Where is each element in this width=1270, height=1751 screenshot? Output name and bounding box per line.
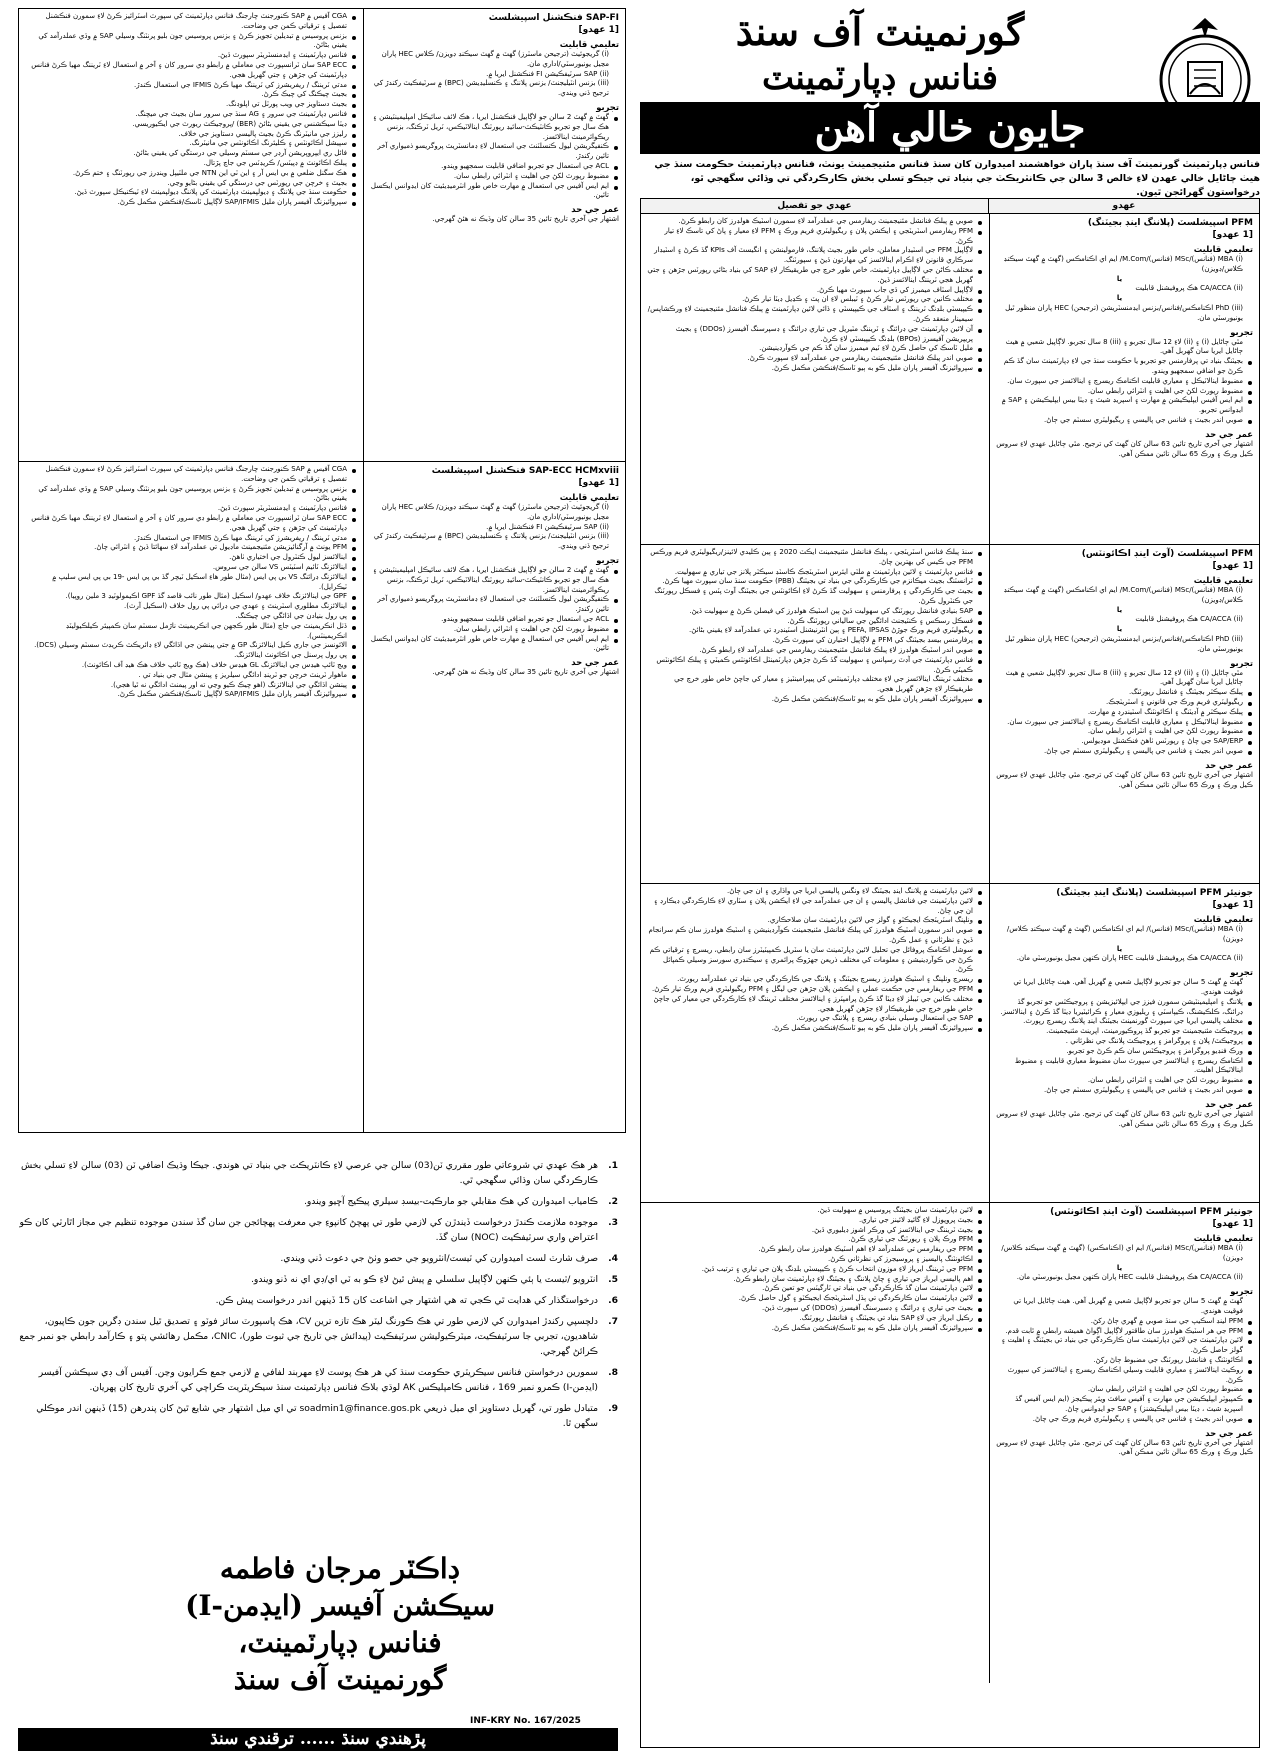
experience-item: پروجيڪٽ/ پلان ۽ پروگرامز ۽ پروجيڪٽ پلاننگ جي نظرثاني . [996, 1037, 1253, 1047]
vacancy-banner: جايون خالي آهن [640, 102, 1260, 154]
sap-duty-item: ڏٺل انڪريمينٽ جي جاچ (مثال طور ڪجهن جي انڪريمينٽ ناڙمل سسٽم سان ڪمپيئر ڪيلڪيوليٽڊ انڪريمينٽس). [25, 622, 357, 642]
sap-education-heading: تعليمي قابليت [559, 492, 619, 502]
education-item: (i) MBA (فنانس)/MSc (فنانس)/M.Com/ ايم اي اڪنامڪس (گهٽ ۾ گهٽ سيڪنڊ ڪلاس/ڊويزن) [1003, 255, 1243, 273]
education-item: (ii) CA/ACCA هڪ پروفيشنل قابليت HEC پاران ڪنهن مڃيل يونيورسٽي مان. [1016, 954, 1243, 963]
duty-item: ريگيوليٽري فريم ورڪ جوڙڻ PEFA, IPSAS ۽ ٻين انٽرنيشنل اسٽينڊرڊ تي عملدرآمد لاءِ يقيني بڻائڻ. [647, 626, 983, 636]
sap-duty-item: بجيٽ چيڪنگ کي چيڪ ڪرڻ. [25, 90, 357, 100]
duty-item: رڪيل ايرياز جي لاءِ SAP بنياد تي بجيٽنگ ۽ فنانشل رپورٽنگ. [647, 1314, 983, 1324]
post-title: جونيئر PFM اسپيشلسٽ (پلاننگ اينڊ بجيٽنگ) [1056, 888, 1253, 898]
experience-item: مختلف پاليسي ايريا جي سپورٽ گورنمينٽ بجيٽنگ اينڊ پلاننگ ريسرچ رپورٽ. [996, 1017, 1253, 1027]
duty-item: اڪائونٽنگ پاليسيز ۽ پروسيجرز کي نظرثاني ڪرڻ. [647, 1255, 983, 1265]
note-item [18, 1194, 618, 1209]
duty-item: بجيٽ جي ڪارڪردگي ۽ پرفارمنس ۽ سهوليت گڏ ڪرڻ لاءِ اڪائونٽس جي بجيٽنگ آوٽ پٽس ۽ فسڪل رپورٽنگ جي ڪنٽرول ڪرڻ. [647, 587, 983, 607]
table-row [641, 884, 1259, 1203]
duty-item: پرفارمنس بيسڊ بجيٽنگ کي PFM ۾ لاڳاپيل اختيارن کي سپورٽ ڪرڻ. [647, 636, 983, 646]
duty-item: سپروائيزنگ آفيسر پاران مليل ڪو به ٻيو ٽاسڪ/فنڪشن مڪمل ڪرڻ. [647, 1024, 983, 1034]
sap-education-item: (iii) بزنس انٽيليجنٽ/ بزنس پلاننگ ۽ ڪنسليڊيشن (BPC) ۾ سرٽيفڪيٽ رکندڙ کي ترجيح ڏني ويندي. [373, 532, 609, 551]
sap-experience-item: مضبوط رپورٽ لکڻ جي اهليت ۽ انٽرائي رابطي سان. [370, 625, 619, 635]
note-item [18, 1314, 618, 1359]
experience-item: ريگيوليٽري فريم ورڪ جي قانوني ۽ اسٽريٽجڪ. [996, 698, 1253, 708]
sap-duty-item: SAP ECC سان ٽرانسپورٽ جي معاملي ۾ رابطو ڊي سرور کان ۽ آخر ۾ استعمال لاءِ ٽريننگ مهيا ڪرڻ فنانس ڊپارٽمينٽ کي جڙهن ۽ جتي گهربل هجي. [25, 61, 357, 81]
sap-duty-item: CGA آفيس ۾ SAP ڪنورجنٽ چارجنگ فنانس ڊپارٽمينٽ کي سپورٽ اسٽرائيز ڪرڻ لاءِ سمورن فنڪشنل تفصيل ۽ ترقياتي ڪمن جي وضاحت. [25, 465, 357, 485]
experience-item: PFM جي هر اسٽيڪ هولڊرز سان طاقتور لاڳاپيل اڳواڻ هميشه رابطي ۾ ٿابت قدم. [996, 1327, 1253, 1337]
experience-item: بجيٽنگ بنياد تي پرفارمنس جو تجربو يا حڪومت سنڌ جي لاءِ ڊپارٽمينٽ سان گڏ ڪم ڪرڻ جو اضافي سمجهيو ويندو. [996, 357, 1253, 377]
experience-item: گهٽ ۾ گهٽ 5 سالن جو تجربو لاڳاپيل شعبي ۾ گهربل آهي. هيٺ ڄاڻايل ايريا تي فوقيت هوندي. [1013, 1297, 1243, 1315]
sap-post-title: SAP-ECC HCMxviii فنڪشنل اسپيشلسٽ [431, 466, 619, 476]
duties-list [647, 217, 983, 374]
sap-age-limit-text: اشتهار جي آخري تاريخ تائين 35 سالن کان وڌيڪ نه هئڻ گهرجي. [432, 668, 619, 677]
experience-heading: تجربو [1230, 1286, 1253, 1297]
post-count: [1 عهدو] [1212, 230, 1253, 240]
duty-item: SAP بنيادي فنانشل رپورٽنگ کي سهوليت ڏيڻ ٻين اسٽيڪ هولڊرز کي فيصلن ڪرڻ ۾ سهوليت ڏيڻ. [647, 607, 983, 617]
note-text: هر هڪ عهدي تي شروعاتي طور مقرري ٽن(03) سالن جي عرصي لاءِ ڪانٽريڪٽ جي بنياد تي هوندي. جيڪا وڌيڪ اضافي ٽن (03) سالن لاءِ تسلي بخش ڪارڪردگي سان وڌائي سگهجي ٿي. [21, 1160, 598, 1186]
education-item: (ii) CA/ACCA هڪ پروفيشنل قابليت [1135, 284, 1243, 293]
table-header [641, 199, 1259, 214]
education-item: (i) MBA (فنانس)/MSc (فنانس)/M.Com/ ايم اي اڪنامڪس (گهٽ ۾ گهٽ سيڪنڊ ڪلاس/ڊويزن) [1003, 586, 1243, 604]
sap-post-count: [1 عهدو] [578, 478, 619, 488]
sap-duty-item: PFM يونٽ ۾ آرگنائيزيشن مئنيجمينٽ ماڊيول تي عملدرآمد لاءِ سهائتا ڏيڻ ۽ انٽرائي چاڻ. [25, 543, 357, 553]
department-title: فنانس ڊپارٽمينٽ [762, 58, 998, 98]
sap-age-limit-text: اشتهار جي آخري تاريخ تائين 35 سالن کان وڌيڪ نه هئڻ گهرجي. [432, 215, 619, 224]
experience-item: صوبي اندر بجيٽ ۽ فنانس جي پاليسي ۽ ريگيوليٽري فريم ورڪ جي چاڻ. [996, 1415, 1253, 1425]
sap-duty-item: حڪومت سنڌ جي پلاننگ ۽ ڊيولپمينٽ ڊپارٽمينٽ کي پلاننگ ڊيولپمينٽ لاءِ ٽيڪنيڪل سپورٽ ڏيڻ. [25, 188, 357, 198]
sap-duty-item: اينالائزنگ ڊرائنگ VS بي پي ايس (مثال طور هاءِ اسڪيل ٽيچر گڏ بي پي ايس -19 بي پي ايس سليپ ۾ ٽيڪرايل). [25, 573, 357, 593]
experience-item: اڪنامڪ ريسرچ ۽ اينالائسز جي سپورٽ سان مضبوط معياري قابليت ۽ مضبوط اينالاٽيڪل اهليت. [996, 1057, 1253, 1077]
sap-duty-item: مدتي ٽريننگ / ريفريشرز کي ٽريننگ مهيا ڪرڻ IFMIS جي استعمال ڪندڙ. [25, 534, 357, 544]
education-item: (ii) CA/ACCA هڪ پروفيشنل قابليت HEC پاران ڪنهن مڃيل يونيورسٽي مان. [1016, 1273, 1243, 1282]
sap-duties-list [25, 12, 357, 208]
note-number: 8. [608, 1367, 618, 1378]
experience-item: پروجيڪٽ مئنيجمينٽ جو تجربو گڏ پروڪيورمينٽ، اپرينٽ مئنيجمينٽ. [996, 1027, 1253, 1037]
duties-cell [641, 214, 989, 544]
duty-item: لائين ڊپارٽمينٽ سان گڏ ڪارڪردگي جي بنياد تي ٽارگيٽس جو تعين ڪرڻ. [647, 1284, 983, 1294]
duty-item: ريسرچ ونلپنگ ۽ اسٽيڪ هولڊرز ريسرچ بجيٽنگ ۽ پلاننگ جي ڪارڪردگي جي بنياد تي عملدرآمد ريورٽ. [647, 975, 983, 985]
post-count: [1 عهدو] [1212, 900, 1253, 910]
duty-item: سنڌ پبلڪ فنانس اسٽريٽجي ، پبلڪ فنانشل مئنيجمينٽ ايڪٽ 2020 ۽ ٻين ڪليدي لائينز/ريگيوليٽري فريم ورڪس PFM جي ڪيس کي بهترين چاڻ. [647, 548, 983, 568]
duty-item: سوشل اڪنامڪ پروفائل جي تحليل لائين ڊپارٽمينٽ سان يا سٽريل ڪمپيٽيٽرز سان رابطي، ريسرچ ۽ ترقياتي ڪم ڪرڻ جي ڪوآرڊينيشن ۽ معلومات کي مختلف ذريعن جهڙوڪ پرائمري ۽ سيڪنڊري سورسز وسيلي ڪمپائل ڪرڻ. [647, 946, 983, 975]
experience-item: مضبوط رپورٽ لکڻ جي اهليت ۽ انٽرائي رابطي سان. [996, 1385, 1253, 1395]
education-item: (iii) PhD اڪنامڪس/فنانس/بزنس ايڊمنسٽريشن (ترجيحن) HEC پاران منظور ٿيل يونيورسٽي مان. [1005, 634, 1243, 653]
sap-experience-item: گهٽ ۾ گهٽ 2 سالن جو لاڳاپيل فنڪشنل ايريا ، هڪ لائف سائيڪل امپليمينٽيشن ۽ هڪ سال جو تجربو ڪانٽيڪٽ-سائيڊ ريورٽنگ اينالاٽيڪس، ٽريل ٽرڪنگ، بزنس ريڪوائرمينٽ اينالائسز. [370, 566, 619, 595]
sap-experience-item: مضبوط رپورٽ لکڻ جي اهليت ۽ انٽرائي رابطي سان. [370, 172, 619, 182]
age-limit-heading: عمر جي حد [1205, 1427, 1253, 1438]
post-cell [989, 1203, 1259, 1683]
duty-item: ونلپنگ اسٽريٽجڪ ايجيڪٽو ۽ گولز جي لائين ڊپارٽمينٽ سان صلاحڪاري. [647, 916, 983, 926]
duties-list [647, 1206, 983, 1333]
sap-duty-item: اينالائسز ليول ڪنٽرول جي اختياري ٺاهڻ. [25, 553, 357, 563]
duties-cell [641, 1203, 989, 1683]
duty-item: لائين ڊپارٽمينٽ ۾ پلاننگ اينڊ بجيٽنگ لاءِ ونگس پاليسي ايريا جي واڌاري ۽ ان جي ڄاڻ. [647, 887, 983, 897]
sap-duty-item: سپيشل اڪائونٽس ۽ ڪليئرنگ اڪائونٽس جي مانيٽرنگ. [25, 139, 357, 149]
note-item [18, 1251, 618, 1266]
sap-duty-item: بزنس پروسيس ۾ تبديلين تجويز ڪرڻ ۽ بزنس پروسيس جون بليو پرنٽنگ وسيلي SAP ۾ وڌي عملدرآمد کي يقيني بڻائڻ. [25, 485, 357, 505]
sap-duty-item: بجيٽ ۽ خرچن جي رپورٽس جي درستگي کي يقيني بڻايو وڃي. [25, 179, 357, 189]
sap-vacancy-table [18, 8, 626, 1133]
education-list [996, 1244, 1253, 1283]
duty-item: PFM ورڪ پلان ۽ ريورٽنگ جي تياري ڪرڻ. [647, 1235, 983, 1245]
sap-duty-item: الائونسز جي جاري ڪيل اينالائزنگ GP ۾ جتي پينشن جي اڌائگي لاءِ ڊائريڪٽ ڪريڊٽ سسٽم وسيلي (DCS). [25, 641, 357, 651]
education-heading: تعليمي قابليت [1193, 914, 1253, 924]
experience-item: ايم ايس آفيس ايپليڪيشن ۾ مهارت ۽ اسپريڊ شيٽ ۽ ڊيٽا بيس ايپليڪيشن ۽ SAP ۾ ايڊوانس تجربو. [996, 396, 1253, 416]
sap-experience-item: ڪنفيگريشن ليول ڪنسلٽنٽ جي استعمال لاءِ ڊمانسٽريٽ پروگريسو ذميواري آخر تائين رکندڙ. [370, 595, 619, 615]
education-item: (ii) CA/ACCA هڪ پروفيشنل قابليت [1135, 615, 1243, 624]
duty-item: لائين ڊپارٽمينٽ سان ڪارڪردگي تي ٻڌل اسٽريٽجڪ ايجيڪٽو ۽ گول حاصل ڪرڻ. [647, 1294, 983, 1304]
sap-duty-item: سپروائيزنگ آفيسر پاران مليل SAP/IFMIS لاڳاپيل ٽاسڪ/فنڪشن مڪمل ڪرڻ. [25, 198, 357, 208]
sap-experience-item: ڪنفيگريشن ليول ڪنسلٽنٽ جي استعمال لاءِ ڊمانسٽريٽ پروگريسو ذميواري آخر تائين رکندڙ. [370, 142, 619, 162]
table-row [641, 214, 1259, 545]
sap-age-limit-heading: عمر جي حد [571, 204, 619, 215]
sap-duty-item: GPF جي اينالائزنگ خلاف عهدو/ اسڪيل (مثال طور نائب قاصد گڏ GPF اڪيمولوٽيڊ 3 ملين روپيا). [25, 592, 357, 602]
notes-list [18, 1158, 618, 1437]
duty-item: بجيٽ جي تياري ۽ ڊرائنگ ۽ ڊسبرسنگ آفيسرز (DDOs) کي سپورٽ ڏيڻ. [647, 1304, 983, 1314]
post-count: [1 عهدو] [1212, 1219, 1253, 1229]
sap-duty-item: سپروائيزنگ آفيسر پاران مليل SAP/IFMIS لاڳاپيل ٽاسڪ/فنڪشن مڪمل ڪرڻ. [25, 690, 357, 700]
duty-item: SAP جي استعمال وسيلي بنيادي ريسرچ ۽ پلاننگ جي رپورٽ. [647, 1014, 983, 1024]
note-item [18, 1293, 618, 1308]
note-number: 2. [608, 1196, 618, 1207]
sap-experience-item: گهٽ ۾ گهٽ 2 سالن جو لاڳاپيل فنڪشنل ايريا ، هڪ لائف سائيڪل امپليمينٽيشن ۽ هڪ سال جو تجربو ڪانٽيڪٽ-سائيڊ ريورٽنگ اينالاٽيڪس، ٽريل ٽرڪنگ، بزنس ريڪوائرمينٽ اينالائسز. [370, 113, 619, 142]
duty-item: لائين ڊپارٽمينٽ سان بجيٽنگ پروسيس ۾ سهوليت ڏيڻ. [647, 1206, 983, 1216]
sap-duty-item: هڪ سگنل ضلعي ۾ بي ايس آر ۽ اين ٽي اين NTN جي ملٽيپل وينڊرز جي رپورٽنگ ۽ ختم ڪرڻ. [25, 169, 357, 179]
duty-item: PFM جي ريفارمس تي عملدرآمد لاءِ اهم اسٽيڪ هولڊرز سان رابطو ڪرڻ. [647, 1245, 983, 1255]
age-limit-heading: عمر جي حد [1205, 1098, 1253, 1109]
signatory-name: ڊاڪٽر مرجان فاطمه [219, 1552, 461, 1585]
sap-duty-item: رليزز جي مانيٽرنگ ڪرڻ بجيٽ پاليسي دستاويز جي خلاف. [25, 130, 357, 140]
duty-item: فنانس ڊپارٽمينٽ جي آڊٽ رسپانس ۽ سهوليت گڏ ڪرڻ جڙهن ڊپارٽمينٽل اڪائونٽس ڪميٽي ۽ پبلڪ اڪائونٽس ڪميٽي ڪرڻ. [647, 656, 983, 676]
intro-paragraph: فنانس ڊپارٽمينٽ گورنمينٽ آف سنڌ پاران خواهشمند اميدوارن کان سنڌ فنانس مئنيجمينٽ يونٽ، فنانس ڊپارٽمينٽ حڪومت سنڌ جي هيٺ ڄاڻايل خالي عهدن لاءِ خالص 3 سالن جي ڪانٽريڪٽ جي بنياد تي جيڪو تسلي بخش ڪارڪردگي تي وڌائي سگهجي ٿو، درخواستون گهرائجن ٿيون. [654, 159, 1260, 198]
duty-item: ڪيپيسٽي بلڊنگ ٽريننگ ۽ اسٽاف جي ڪيپيسٽي ۽ ڏائي لائين ڊپارٽمينٽ ۾ پبلڪ فنانشل مئنيجمينٽ لاءِ ورڪشاپس/سيمينار منعقد ڪرڻ. [647, 305, 983, 325]
duty-item: اهم پاليسي ايرياز جي تياري ۽ چاڻ پلاننگ ۽ بجيٽنگ لاءِ ڊپارٽمينٽ سان رابطو ڪرڻ. [647, 1275, 983, 1285]
experience-item: گهٽ ۾ گهٽ 5 سالن جو تجربو لاڳاپيل شعبي ۾ گهربل آهي. هيٺ ڄاڻايل ايريا تي فوقيت هوندي. [1013, 978, 1243, 996]
age-limit-text: اشتهار جي آخري تاريخ تائين 63 سالن کان گهٽ کي ترجيح. مٿي ڄاڻايل عهدي لاءِ سروس ڪيل ورڪ ۽ ورڪ 65 سالن تائين ممڪن آهي. [996, 770, 1253, 789]
column-header-post: عهدو [988, 199, 1259, 213]
experience-list [996, 978, 1253, 1096]
duty-item: بجيٽ ٽريننگ جي اينالائسز کي ورڪر اشوز ڊيليوري ڏيڻ. [647, 1226, 983, 1236]
note-text: درخواستگذار کي هدايت ٿي ڪجي ته هي اشتهار جي اشاعت کان 15 ڏينهن اندر درخواست پيش ڪن. [215, 1295, 598, 1306]
experience-item: مضبوط اينالاٽيڪل ۽ معياري قابليت اڪنامڪ ريسرچ ۽ اينالائسز جي سپورٽ سان. [996, 718, 1253, 728]
duty-item: مختلف ڪاڻن جي لاڳاپيل ڊپارٽمينٽ، خاص طور خرچ جي طريقيڪار لاءِ SAP کي بنياد بڻائي رپورٽس جڙهن ۽ جتي گهربل هجي ٽريننگ اينالائسز ڏيڻ. [647, 266, 983, 286]
sap-duty-item: پي رول بنيادن جي اڌائگي جي چيڪنگ. [25, 612, 357, 622]
education-heading: تعليمي قابليت [1193, 575, 1253, 585]
sap-education-item: (iii) بزنس انٽيليجنٽ/ بزنس پلاننگ ۽ ڪنسليڊيشن (BPC) ۾ سرٽيفڪيٽ رکندڙ کي ترجيح ڏني ويندي. [373, 79, 609, 98]
age-limit-text: اشتهار جي آخري تاريخ تائين 63 سالن کان گهٽ کي ترجيح. مٿي ڄاڻايل عهدي لاءِ سروس ڪيل ورڪ ۽ ورڪ 65 سالن تائين ممڪن آهي. [996, 439, 1253, 458]
education-item: يا [1116, 1263, 1123, 1272]
sap-education-list [370, 503, 619, 552]
age-limit-heading: عمر جي حد [1205, 759, 1253, 770]
note-number: 1. [608, 1160, 618, 1171]
note-number: 6. [608, 1295, 618, 1306]
age-limit-text: اشتهار جي آخري تاريخ تائين 63 سالن کان گهٽ کي ترجيح. مٿي ڄاڻايل عهدي لاءِ سروس ڪيل ورڪ ۽ ورڪ 65 سالن تائين ممڪن آهي. [996, 1438, 1253, 1457]
sap-experience-heading: تجربو [596, 101, 619, 112]
note-number: 9. [608, 1403, 618, 1414]
experience-item: صوبي اندر بجيٽ ۽ فنانس جي پاليسي ۽ ريگيوليٽري سسٽم جي ڄاڻ. [996, 416, 1253, 426]
sap-duty-item: بزنس پروسيس ۾ تبديلين تجويز ڪرڻ ۽ بزنس پروسيس جون بليو پرنٽنگ وسيلي SAP ۾ وڌي عملدرآمد کي يقيني بڻائڻ. [25, 32, 357, 52]
experience-list [996, 669, 1253, 757]
duty-item: سپروائيزنگ آفيسر پاران مليل ڪو به ٻيو ٽاسڪ/فنڪشن مڪمل ڪرڻ. [647, 364, 983, 374]
experience-item: مٿي ڄاڻايل (i) ۽ (ii) لاءِ 12 سال تجربو ۽ (iii) 8 سال تجربو. لاڳاپيل شعبي ۾ هيٺ ڄاڻايل ايريا سان گهربل آهي. [1005, 668, 1243, 687]
sap-duty-item: ماهوار ٽرينٽ خرچن جو ٽرينڊ ادائگي سيلريز ۽ پينشن مثال جي بنياد تي . [25, 671, 357, 681]
experience-list [996, 1297, 1253, 1424]
note-text: دلچسپي رکندڙ اميدوارن کي لازمي طور تي هڪ ڪورنگ ليٽر هڪ تازه ترين CV، هڪ پاسپورٽ سائز فوٽو ۽ تصديق ٿيل سندن ڊگرين جون ڪاپيون، شاهديون، تجربي جا سرٽيفڪيٽ، ميٽرڪيوليشن سرٽيفڪيٽ (پيدائش جي تاريخ جي ثبوت طور)، CNIC، مڪمل رهائشي پتو ۽ ڪارآمد رابطي جو نمبر جمع ڪرائڻ گهرجي. [19, 1316, 598, 1357]
table-row [641, 545, 1259, 884]
sap-duty-item: پينشن اڌائگي جي اينالائزنگ (اهو چيڪ ڪيو وڃي ته اور پيمنٽ ادائگي نه ٿيا هجي). [25, 681, 357, 691]
sap-duty-item: فنانس ڊپارٽمينٽ ۽ ايڊمنسٽريٽر سپورٽ ڏيڻ. [25, 51, 357, 61]
experience-item: SAP/ERP جي چاڻ ۽ رپورٽس ٺاهڻ فنڪشنل موڊيولس. [996, 737, 1253, 747]
sap-duty-item: اينالائزنگ مطلوري اسٽرينٿ ۽ عهدي جي ڊرائي پي رول خلاف (اسڪيل آرٽ). [25, 602, 357, 612]
education-list [996, 255, 1253, 324]
experience-item: اڪائونٽنگ ۽ فنانشل رپورٽنگ جي مضبوط ڄاڻ رکڻ. [996, 1356, 1253, 1366]
duty-item: صوبي اندر سمورن اسٽيڪ هولڊرز کي پبلڪ فنانشل مئنيجمينٽ ڪوآرڊينيشن ۽ اسٽيڪ هولڊرز سان ڪم سرانجام ڏيڻ ۽ نظرثاني ۽ عمل ڪرڻ. [647, 926, 983, 946]
sap-education-list [370, 50, 619, 99]
sap-education-item: (i) گريجوئيٽ (ترجيحن ماسٽرز) گهٽ ۾ گهٽ سيڪنڊ ڊويزن/ ڪلاس HEC پاران مڃيل يونيورسٽي/اداري مان. [381, 503, 609, 521]
sap-duty-item: اينالائزنگ ٽائيم اسٽيٽس VS سالن جي سروس. [25, 563, 357, 573]
note-item [18, 1365, 618, 1395]
experience-item: مضبوط رپورٽ لکڻ جي اهليت ۽ انٽرائي رابطي سان. [996, 727, 1253, 737]
government-title: گورنمينٽ آف سنڌ [735, 9, 1025, 54]
education-heading: تعليمي قابليت [1193, 1233, 1253, 1243]
vacancy-table [640, 198, 1260, 1748]
experience-item: مضبوط اينالاٽيڪل ۽ معياري قابليت اڪنامڪ ريسرچ ۽ اينالائسز جي سپورٽ سان. [996, 377, 1253, 387]
sap-education-heading: تعليمي قابليت [559, 39, 619, 49]
table-row [641, 1203, 1259, 1683]
sap-duty-item: پي رول پرسنل جي اڪائونٽ اينالائزنگ. [25, 651, 357, 661]
duty-item: فسڪل رسڪس ۽ ڪنٽيجنٽ ادائگين جي سالياني رپورٽنگ ڪرڻ. [647, 617, 983, 627]
experience-item: PFM لينڊ اسڪيپ جي سنڌ صوبي ۾ گهري ڄاڻ رکڻ. [996, 1317, 1253, 1327]
sap-post-title: SAP-FI فنڪشنل اسپيشلسٽ [488, 13, 619, 23]
signatory-department: فنانس ڊپارٽمينٽ، [238, 1626, 442, 1659]
education-item: يا [1116, 605, 1123, 614]
duties-list [647, 548, 983, 705]
duty-item: صوبي اندر پبلڪ فنانشل مئنيجمينٽ ريفارمس جي عملدرآمد لاءِ سپورٽ ڪرڻ. [647, 354, 983, 364]
note-number: 3. [608, 1217, 618, 1228]
duty-item: آن لائين ڊپارٽمينٽ جي ڊرائنگ ۽ ٽريننگ مٽيريل جي تياري ڊرائنگ ۽ ڊسپرسنگ آفيسرز (DDOs) ۽ بجيٽ پريپريشن آفيسرز (BPOs) بلڊنگ ڪيپيسٽي لاءِ ڪرڻ. [647, 325, 983, 345]
experience-item: مضبوط رپورٽ لکڻ جي اهليت ۽ انٽرائي رابطي سان. [996, 387, 1253, 397]
duty-item: فنانس ڊپارٽمينٽ ۽ لائين ڊپارٽمينٽ ۾ ملٽي ايئرس اسٽريٽجڪ ڪاسٽڊ سيڪٽر پلانز جي تياري ۾ سهوليت. [647, 568, 983, 578]
duty-item: صوبي اندر اسٽيڪ هولڊرز لاءِ پبلڪ فنانشل مئنيجمينٽ ريفارمس جي عملدرآمد لاءِ رابطو ڪرڻ. [647, 646, 983, 656]
duties-cell [641, 545, 989, 883]
sap-table-row [19, 9, 625, 462]
experience-heading: تجربو [1230, 326, 1253, 337]
duty-item: بجيٽ پروپوزل لاءِ گائيڊ لائينز جي تياري. [647, 1216, 983, 1226]
sap-education-item: (ii) SAP سرٽيفڪيشن FI فنڪشنل ايريا ۾. [486, 69, 609, 78]
duty-item: لاڳاپيل اسٽاف ميمبرز کي ڏي جاب سپورٽ مهيا ڪرڻ. [647, 286, 983, 296]
sap-education-item: (ii) SAP سرٽيفڪيشن FI فنڪشنل ايريا ۾. [486, 522, 609, 531]
duty-item: PFM جي ريفارمس جي حڪمت عملي ۽ ايڪشن پلان جڙهن جي ليگل ۽ PFM ريگيوليٽري فريم ورڪ تيار ڪرڻ. [647, 985, 983, 995]
education-item: يا [1116, 944, 1123, 953]
post-title: PFM اسپيشلسٽ (آوٽ اينڊ اڪائونٽس) [1081, 549, 1253, 559]
sap-age-limit-heading: عمر جي حد [571, 657, 619, 668]
duty-item: ٽرانسٽنگ بجيٽ ميڪانزم جي ڪارڪردگي جي بنياد تي بجيٽنگ (PBB) حڪومت سنڌ سان سپورٽ مهيا ڪرڻ. [647, 577, 983, 587]
duty-item: سپروائيزنگ آفيسر پاران مليل ڪو به ٻيو ٽاسڪ/فنڪشن مڪمل ڪرڻ. [647, 695, 983, 705]
experience-item: صوبي اندر بجيٽ ۽ فنانس جي پاليسي ۽ ريگيوليٽري سسٽم جي ڄاڻ. [996, 747, 1253, 757]
duty-item: مليل ٽاسڪ کي حاصل ڪرڻ لاءِ ٽيم ميمبرز سان گڏ ڪم جي ڪوآرڊينيشن. [647, 344, 983, 354]
sap-post-cell [363, 9, 625, 461]
duty-item: لائين ڊپارٽمينٽ جي فنانشل پاليسي ۽ ان جي عملدرآمد جي لاءِ ايڪشن پلان ۽ سٽاري لاءِ ڪارڪردگي ڊيڪارڊ ۽ ان جي ڄاڻ. [647, 897, 983, 917]
experience-item: مٿي ڄاڻايل (i) ۽ (ii) لاءِ 12 سال تجربو ۽ (iii) 8 سال تجربو. لاڳاپيل شعبي ۾ هيٺ ڄاڻايل ايريا سان گهربل آهي. [1005, 337, 1243, 356]
sap-education-item: (i) گريجوئيٽ (ترجيحن ماسٽرز) گهٽ ۾ گهٽ سيڪنڊ ڊويزن/ ڪلاس HEC پاران مڃيل يونيورسٽي/اداري مان. [381, 50, 609, 68]
sap-duties-list [25, 465, 357, 700]
signatory-government: گورنمينٽ آف سنڌ [233, 1663, 447, 1696]
sap-experience-list [370, 113, 619, 201]
note-text: صرف شارٽ لسٽ اميدوارن کي ٽيسٽ/انٽرويو جي حصو وٺڻ جي دعوت ڏني ويندي. [280, 1253, 598, 1264]
sap-experience-heading: تجربو [596, 554, 619, 565]
education-item: (i) MBA (فنانس)/MSc (فنانس)/ ايم اي (اڪنامڪس) (گهٽ ۾ گهٽ سيڪنڊ ڪلاس/ڊويزن) [1001, 1244, 1243, 1262]
education-item: يا [1116, 294, 1123, 303]
duty-item: سپروائيزنگ آفيسر پاران مليل ڪو به ٻيو ٽاسڪ/فنڪشن مڪمل ڪرڻ. [647, 1324, 983, 1334]
education-item: (iii) PhD اڪنامڪس/فنانس/بزنس ايڊمنسٽريشن (ترجيحن) HEC پاران منظور ٿيل يونيورسٽي مان. [1005, 303, 1243, 322]
reference-number: INF-KRY No. 167/2025 [470, 1716, 581, 1726]
sap-post-cell [363, 462, 625, 1132]
experience-item: روڪيٽ اينالائسز ۽ معياري قابليت وسيلي اڪنامڪ ريسرچ ۽ اينالائسز کي سپورٽ ڪرڻ. [996, 1366, 1253, 1386]
experience-item: پبلڪ سيڪٽر ۾ آڊيٽنگ ۽ اڪائونٽنگ اسٽينڊرڊ ۾ مهارت. [996, 708, 1253, 718]
age-limit-text: اشتهار جي آخري تاريخ تائين 63 سالن کان گهٽ کي ترجيح. مٿي ڄاڻايل عهدي لاءِ سروس ڪيل ورڪ ۽ ورڪ 65 سالن تائين ممڪن آهي. [996, 1109, 1253, 1128]
experience-item: ورڪ فنڊيو پروگرامز ۽ پروجيڪٽس سان ڪم ڪرڻ جو تجربو. [996, 1047, 1253, 1057]
experience-heading: تجربو [1230, 967, 1253, 978]
sap-duty-item: CGA آفيس ۾ SAP ڪنورجنٽ چارجنگ فنانس ڊپارٽمينٽ کي سپورٽ اسٽرائيز ڪرڻ لاءِ سمورن فنڪشنل تفصيل ۽ ترقياتي ڪمن جي وضاحت. [25, 12, 357, 32]
sap-duties-cell [19, 9, 363, 461]
sap-experience-list [370, 566, 619, 654]
post-cell [989, 545, 1259, 883]
note-text: ڪامياب اميدوارن کي هڪ مقابلي جو مارڪيٽ-بيسڊ سيلري پيڪيج آڇيو ويندو. [303, 1196, 598, 1207]
duty-item: صوبي ۾ پبلڪ فنانشل مئنيجمينٽ ريفارمس جي عملدرآمد لاءِ سمورن اسٽيڪ هولڊرز کان رابطو ڪرڻ. [647, 217, 983, 227]
note-item [18, 1158, 618, 1188]
experience-heading: تجربو [1230, 657, 1253, 668]
education-item: يا [1116, 274, 1123, 283]
signatory-designation: سيڪشن آفيسر (ايڊمن-I) [185, 1589, 495, 1622]
duty-item: مختلف ٽريننگ اينالائسز جي لاءِ مختلف ڊپارٽمينٽس کي پيپرامينٽيز ۽ معيار کي جاچڻ خاص طور خرچ جي طريقيڪار لاءِ جڙهن گهربل هجي. [647, 675, 983, 695]
note-item [18, 1215, 618, 1245]
note-text: انٽرويو /ٽيسٽ يا ٻئي ڪنهن لاڳاپيل سلسلي ۾ پيش ٿيڻ لاءِ ڪو به ٽي اي/ڊي اي نه ڏنو ويندو. [251, 1274, 598, 1285]
duty-item: مختلف ڪانين جي ٽيبلز لاءِ ڊيٽا گڏ ڪرڻ پرامپٽرز ۽ اينالائسز مختلف ٽريننگ لاءِ ڪارڪردگي جي معيار کي جاچڻ خاص طور خرچ جي طريقيڪار لاءِ جڙهن گهربل هجي. [647, 995, 983, 1015]
sap-experience-item: ACL جي استعمال جو تجربو اضافي قابليت سمجهيو ويندو. [370, 162, 619, 172]
duty-item: PFM جي ٽريننگ ايرياز لاءِ موزون انتخاب ڪرڻ ۽ ڪيپيسٽي بلڊنگ پلان جي تياري ۽ ترتيب ڏيڻ. [647, 1265, 983, 1275]
signature-block [130, 1550, 550, 1698]
duties-cell [641, 884, 989, 1202]
note-item [18, 1272, 618, 1287]
experience-item: لائين ڊپارٽمينٽ جي لائين ڊپارٽمينٽ سان ڪارڪردگي جي بنياد تي بجيٽنگ ۽ اهليت ۽ گولز حاصل ڪرڻ. [996, 1336, 1253, 1356]
post-title: PFM اسپيشلسٽ (پلاننگ اينڊ بجيٽنگ) [1087, 218, 1253, 228]
sap-duty-item: بجيٽ دستاويز جي ويب پورٽل تي اپلوڊنگ. [25, 100, 357, 110]
footer-slogan: پڙهندي سنڌ ...... ترقندي سنڌ [18, 1728, 618, 1751]
experience-item: پبلڪ سيڪٽر بجيٽنگ ۽ فنانشل رپورٽنگ. [996, 688, 1253, 698]
duties-list [647, 887, 983, 1034]
duty-item: لاڳاپيل PFM جي اسٽيڊار معاملن، خاص طور بجيٽ پلاننگ، فارمولينشن ۽ انگيسٽ آف KPIs گڏ ڪرڻ ۽ اسٽيڊار سرڪاري قانونن لاءِ اڪرام اينالائسز کي مهارتون ڏيڻ ۽ سپورٽنگ. [647, 246, 983, 266]
sap-duty-item: فنانس ڊپارٽمينٽ ۽ ايڊمنسٽريٽر سپورٽ ڏيڻ. [25, 504, 357, 514]
column-header-duties: عهدي جو تفصيل [641, 199, 988, 213]
sap-duty-item: پبلڪ اڪائونٽ ۾ ڊپيٽس/ ڪريڊٽس جي جاچ پڙتال. [25, 159, 357, 169]
sap-duty-item: ڊيٽا سيڪشنس جي يقيني بڻائڻ (BER) /پروجيڪٽ ريورٽ جي ايڪيوريسي. [25, 120, 357, 130]
note-number: 5. [608, 1274, 618, 1285]
sap-experience-item: ايم ايس آفيس جي استعمال ۾ مهارت خاص طور انٽرميڊيئيٽ کان ايڊوانس ايڪسل تائين. [370, 182, 619, 202]
post-cell [989, 884, 1259, 1202]
education-list [996, 925, 1253, 964]
note-item [18, 1401, 618, 1431]
post-count: [1 عهدو] [1212, 561, 1253, 571]
age-limit-heading: عمر جي حد [1205, 428, 1253, 439]
sap-duty-item: مدتي ٽريننگ / ريفريشرز کي ٽريننگ مهيا ڪرڻ IFMIS جي استعمال ڪندڙ. [25, 81, 357, 91]
education-heading: تعليمي قابليت [1193, 244, 1253, 254]
sap-table-row [19, 462, 625, 1132]
post-title: جونيئر PFM اسپيشلسٽ (آوٽ اينڊ اڪائونٽس) [1050, 1207, 1253, 1217]
sap-duty-item: SAP ECC سان ٽرانسپورٽ جي معاملي ۾ رابطو ڊي سرور کان ۽ آخر ۾ استعمال لاءِ ٽريننگ مهيا ڪرڻ فنانس ڊپارٽمينٽ کي جڙهن ۽ جتي گهربل هجي. [25, 514, 357, 534]
sap-duty-item: ويج ٽائپ هيڊس جي اينالائزنگ GL هيڊس خلاف (هڪ ويج ٽائپ خلاف هڪ هيڊ آف اڪائونٽ). [25, 661, 357, 671]
experience-item: پلاننگ ۽ امپليمينٽيشن سمورن فيزز جي ايپلائيزيشن ۽ پروجيڪٽس جو تجربو گڏ ڊرائنگ، ڪلڪيشنگ، ڪيپاسٽي ۽ ريليوزي معيار ۽ ڪرائيٽيريا ڊيٽا گڏ ڪرڻ ۽ اينالائسز. [996, 998, 1253, 1018]
duty-item: PFM ريفارمس اسٽريٽجي ۽ ايڪشن پلان ۽ ريگيوليٽري فريم ورڪ ۽ PFM لاءِ معيار ۽ پاڻ کي تاسڪ لاءِ تيار ڪرڻ. [647, 227, 983, 247]
sap-experience-item: ايم ايس آفيس جي استعمال ۾ مهارت خاص طور انٽرميڊيئيٽ کان ايڊوانس ايڪسل تائين. [370, 635, 619, 655]
note-text: موجوده ملازمت ڪندڙ درخواست ڏيندڙن کي لازمي طور تي پهچڻ کانپوءِ جي معرفت پهچائجن جن سان گڏ سندن موجوده تنظيم جي مجاز اٿارٽي کان ڪو اعتراض واري سرٽيفڪيٽ (NOC) سان گڏ. [19, 1217, 598, 1243]
experience-item: صوبي اندر بجيٽ ۽ فنانس جي پاليسي ۽ ريگيوليٽري سسٽم جي ڄاڻ. [996, 1086, 1253, 1096]
sap-post-count: [1 عهدو] [578, 25, 619, 35]
note-text: سمورين درخواستن فنانس سيڪريٽري حڪومت سنڌ کي هر هڪ پوسٽ لاءِ مهربند لفافي ۾ لازمي جمع ڪرايون وڃن. آفيس آف ڊي سيڪشن آفيسر (ايڊمن-I) ڪمرو نمبر 169 ، فنانس ڪامپليڪس AK لوڌي بلاڪ فنانس ڊپارٽمينٽ سنڌ سيڪريٽريٽ ڪراچي کي آخري تاريخ کان پهريان. [38, 1367, 598, 1393]
post-cell [989, 214, 1259, 544]
education-list [996, 586, 1253, 655]
experience-item: مضبوط رپورٽ لکڻ جي اهليت ۽ انٽرائي رابطي سان. [996, 1076, 1253, 1086]
experience-item: ڪمپيوٽر ايپليڪيشن جي مهارت ۽ آفيس سافٽ ويئر پيڪيجز (ايم ايس آفيس گڏ اسپريڊ شيٽ ، ڊيٽا بيس ايپليڪيشنز) ۽ SAP جو ايڊوانس چاڻ. [996, 1395, 1253, 1415]
note-text: متبادل طور تي، گهربل دستاويز اي ميل ذريعي soadmin1@finance.gos.pk تي اي ميل اشتهار جي شايع ٿيڻ کان پندرهن (15) ڏينهن اندر موڪلي سگهن ٿا. [36, 1403, 598, 1429]
note-number: 7. [608, 1316, 618, 1327]
sap-duties-cell [19, 462, 363, 1132]
sap-experience-item: ACL جي استعمال جو تجربو اضافي قابليت سمجهيو ويندو. [370, 615, 619, 625]
experience-list [996, 338, 1253, 426]
duty-item: مختلف ڪانين جي رپورٽس تيار ڪرڻ ۽ ٽيبلس لاءِ ان پٽ ۽ ڪڍيل ڊيٽا تيار ڪرڻ. [647, 295, 983, 305]
sap-duty-item: فائل ري ايپروپريشن آرڊر جي سسٽم وسيلي جي درستگي کي يقيني بڻائڻ. [25, 149, 357, 159]
sap-duty-item: فنانس ڊپارٽمينٽ جي سرور ۽ AG سنڌ جي سرور سان بجيٽ جي ميچنگ. [25, 110, 357, 120]
education-item: يا [1116, 625, 1123, 634]
note-number: 4. [608, 1253, 618, 1264]
education-item: (i) MBA (فنانس)/MSc (فنانس)/ ايم اي اڪنامڪس (گهٽ ۾ گهٽ سيڪنڊ ڪلاس/ڊويزن) [1006, 925, 1243, 943]
